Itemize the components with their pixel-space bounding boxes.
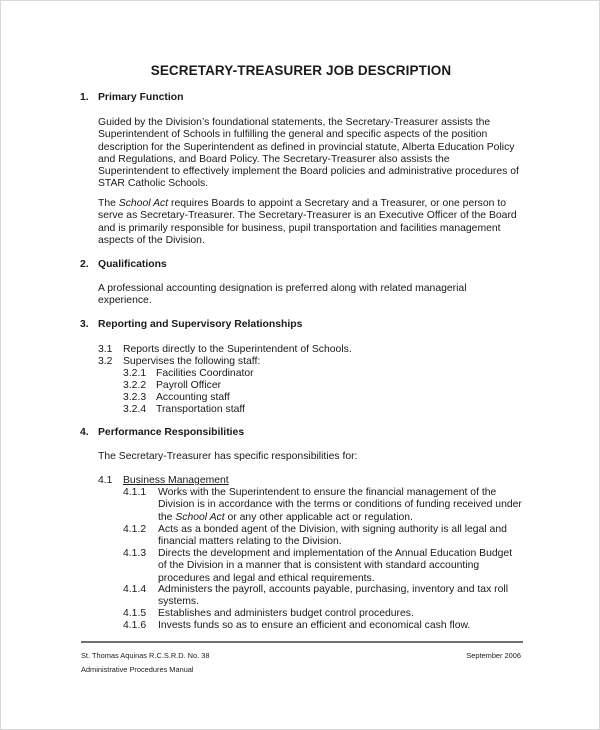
item-3-2-2-text: Payroll Officer [156,380,222,391]
paragraph-line: aspects of the Division. [98,234,205,246]
item-3-1-number: 3.1 [98,344,113,355]
school-act-italic: School Act [118,198,169,209]
item-3-2-1-text: Facilities Coordinator [156,368,254,379]
text-run: the [158,511,176,523]
item-4-1-5-number: 4.1.5 [123,608,147,619]
paragraph-line: financial matters relating to the Division. [158,536,342,548]
item-4-1-6-number: 4.1.6 [123,620,147,631]
subsection-4-1-number: 4.1 [98,475,113,486]
footer-date: September 2006 [466,651,521,660]
paragraph-line: serve as Secretary-Treasurer. The Secretary-Treasurer is an Executive Officer of the Board [98,210,517,222]
item-4-1-6-text: Invests funds so as to ensure an efficient and economical cash flow. [158,620,471,631]
school-act-italic: School Act [175,511,225,523]
section-4-heading: Performance Responsibilities [98,427,245,438]
subsection-4-1-title: Business Management [123,475,229,486]
paragraph-line: Superintendent of Schools in fulfilling the general and specific aspects of the position [98,129,488,141]
section-2-heading: Qualifications [98,259,167,270]
paragraph-line: A professional accounting designation is preferred along with related managerial [98,283,467,294]
paragraph-line: Guided by the Division’s foundational statements, the Secretary-Treasurer assists the [98,117,491,128]
paragraph-line: and Regulations, and Board Policy. The Secretary-Treasurer also assists the [98,153,450,165]
section-3-number: 3. [80,319,89,330]
text-run: The [98,198,119,209]
item-3-2-1-number: 3.2.1 [123,368,147,379]
item-3-2-text: Supervises the following staff: [123,356,261,367]
paragraph-line: Directs the development and implementation of the Annual Education Budget [158,548,513,559]
document-title: SECRETARY-TREASURER JOB DESCRIPTION [150,63,452,78]
item-3-2-number: 3.2 [98,356,113,367]
footer-organization: St. Thomas Aquinas R.C.S.R.D. No. 38 [81,651,210,660]
section-4-intro: The Secretary-Treasurer has specific responsibilities for: [98,451,358,462]
section-2-paragraph [98,283,467,308]
paragraph-line: Administers the payroll, accounts payable, purchasing, inventory and tax roll [158,584,509,595]
section-4-number: 4. [80,427,89,438]
item-4-1-4-text [158,584,508,609]
item-3-2-3-number: 3.2.3 [123,392,147,403]
section-3-heading: Reporting and Supervisory Relationships [98,319,303,330]
item-4-1-3-number: 4.1.3 [123,548,147,559]
footer-manual-name: Administrative Procedures Manual [81,665,194,674]
item-3-2-4-number: 3.2.4 [123,404,147,415]
item-4-1-2-text [158,524,507,549]
section-1-number: 1. [80,92,89,103]
item-4-1-2-number: 4.1.2 [123,524,147,535]
paragraph-line: procedures and legal and ethical requirements. [158,572,375,584]
item-4-1-1-number: 4.1.1 [123,487,147,498]
paragraph-line: and is primarily responsible for business, pupil transportation and facilities management [98,222,501,234]
paragraph-line: Acts as a bonded agent of the Division, with signing authority is all legal and [158,524,507,535]
paragraph-line: of the Division in a manner that is consistent with standard accounting [158,560,480,572]
section-1-paragraph-1 [98,117,519,191]
item-3-2-4-text: Transportation staff [156,404,245,415]
footer-divider [81,641,523,643]
paragraph-line: Works with the Superintendent to ensure the financial management of the [158,487,497,498]
section-1-heading: Primary Function [98,92,184,103]
paragraph-line: description for the Superintendent as defined in provincial statute, Alberta Education Policy [98,141,515,153]
section-1-paragraph-2 [98,198,517,247]
item-4-1-3-text [158,548,512,585]
paragraph-line [98,198,517,210]
section-2-number: 2. [80,259,89,270]
item-4-1-4-number: 4.1.4 [123,584,147,595]
item-3-2-3-text: Accounting staff [156,392,230,403]
paragraph-line: systems. [158,596,199,608]
paragraph-line: Superintendent to effectively implement the Board policies and administrative procedures of [98,166,519,178]
item-4-1-5-text: Establishes and administers budget control procedures. [158,608,414,619]
item-4-1-1-text [158,487,522,524]
paragraph-line: STAR Catholic Schools. [98,178,209,190]
paragraph-line [158,512,522,524]
item-3-1-text: Reports directly to the Superintendent of Schools. [123,344,352,355]
text-run: requires Boards to appoint a Secretary and a Treasurer, or one person to [168,198,506,209]
text-run: or any other applicable act or regulation. [224,511,413,523]
paragraph-line: Division is in accordance with the terms or conditions of funding received under [158,499,522,511]
paragraph-line: experience. [98,295,152,307]
item-3-2-2-number: 3.2.2 [123,380,147,391]
